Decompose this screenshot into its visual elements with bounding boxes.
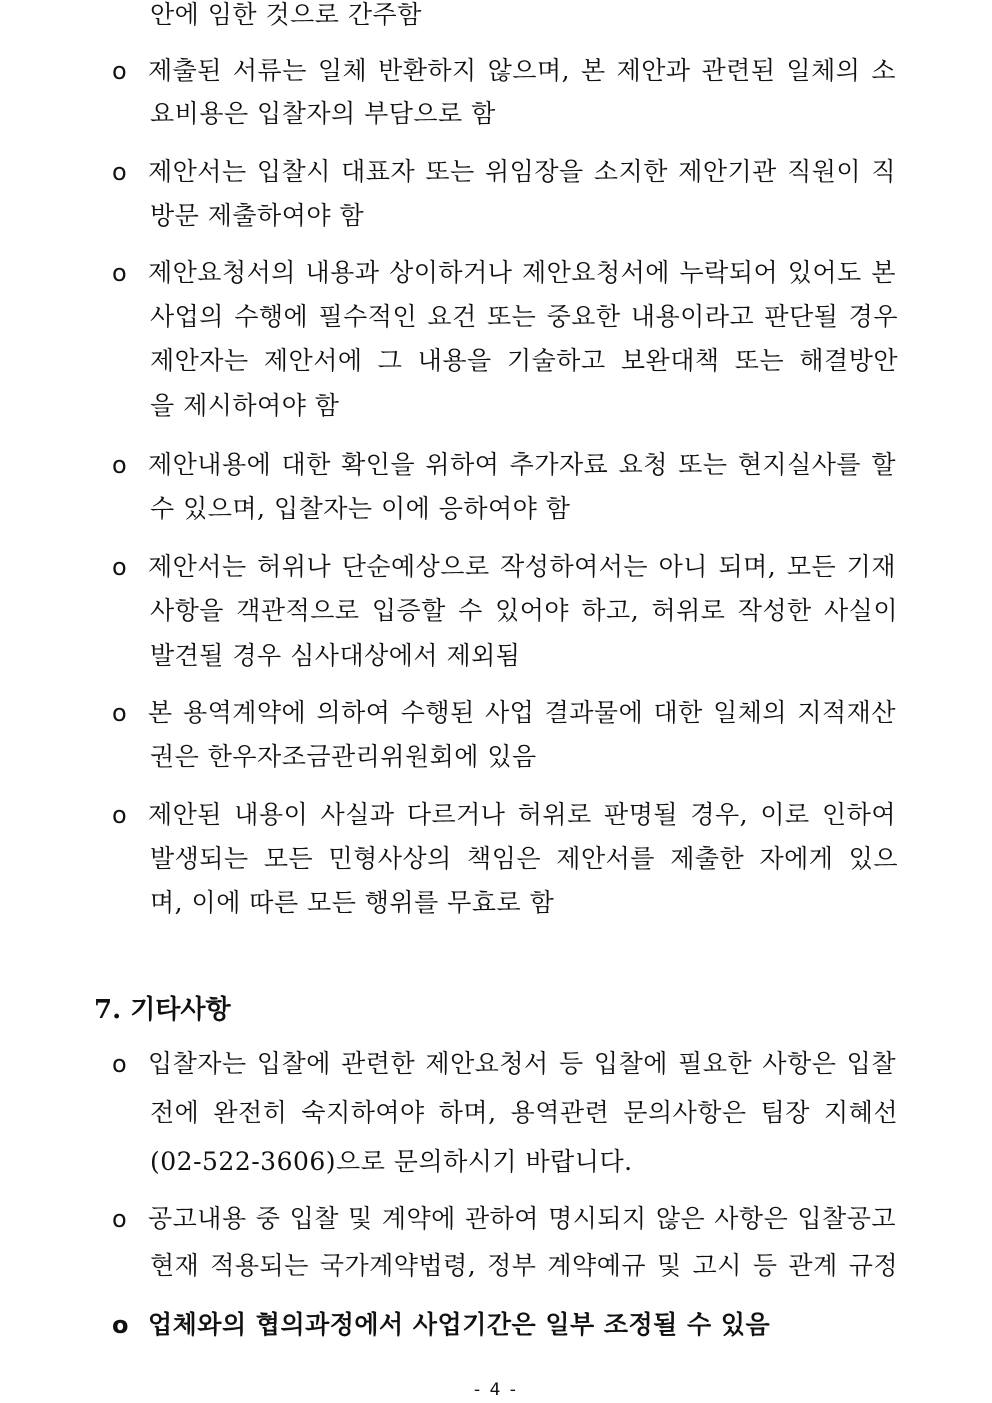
paragraph-line: 전에 완전히 숙지하여야 하며, 용역관련 문의사항은 팀장 지혜선	[150, 1098, 898, 1127]
paragraph-line: 제안요청서의 내용과 상이하거나 제안요청서에 누락되어 있어도 본	[148, 258, 896, 287]
paragraph-line: 제안된 내용이 사실과 다르거나 허위로 판명될 경우, 이로 인하여	[148, 800, 896, 829]
bullet-marker: o	[112, 451, 127, 479]
paragraph-line: 현재 적용되는 국가계약법령, 정부 계약예규 및 고시 등 관계 규정	[150, 1251, 898, 1280]
paragraph-line: 요비용은 입찰자의 부담으로 함	[150, 99, 496, 128]
bullet-marker: o	[112, 699, 127, 727]
paragraph-line: 제안서는 허위나 단순예상으로 작성하여서는 아니 되며, 모든 기재	[148, 552, 896, 581]
continuation-line: 안에 임한 것으로 간주함	[150, 0, 422, 29]
paragraph-line: 제출된 서류는 일체 반환하지 않으며, 본 제안과 관련된 일체의 소	[148, 56, 896, 85]
bullet-marker: o	[112, 1205, 127, 1233]
paragraph-line: 공고내용 중 입찰 및 계약에 관하여 명시되지 않은 사항은 입찰공고	[148, 1204, 896, 1233]
paragraph-line: 수 있으며, 입찰자는 이에 응하여야 함	[150, 494, 571, 523]
bullet-marker: o	[112, 801, 127, 829]
paragraph-line: 본 용역계약에 의하여 수행된 사업 결과물에 대한 일체의 지적재산	[148, 698, 896, 727]
paragraph-line: 입찰자는 입찰에 관련한 제안요청서 등 입찰에 필요한 사항은 입찰	[148, 1049, 896, 1078]
paragraph-line: 제안서는 입찰시 대표자 또는 위임장을 소지한 제안기관 직원이 직	[148, 157, 896, 186]
bullet-marker: o	[112, 57, 127, 85]
section-heading: 7. 기타사항	[94, 995, 231, 1025]
contact-line: (02-522-3606)으로 문의하시기 바랍니다.	[150, 1147, 633, 1176]
paragraph-line: 발견될 경우 심사대상에서 제외됨	[150, 641, 521, 670]
bullet-marker: o	[112, 158, 127, 186]
page-number: - 4 -	[474, 1380, 518, 1400]
paragraph-line: 발생되는 모든 민형사상의 책임은 제안서를 제출한 자에게 있으	[150, 844, 898, 873]
bullet-marker: o	[112, 1050, 127, 1078]
bullet-marker: o	[112, 553, 127, 581]
paragraph-line: 사업의 수행에 필수적인 요건 또는 중요한 내용이라고 판단될 경우	[150, 302, 898, 331]
paragraph-line: 권은 한우자조금관리위원회에 있음	[150, 742, 537, 771]
bullet-marker: o	[112, 259, 127, 287]
paragraph-line: 제안자는 제안서에 그 내용을 기술하고 보완대책 또는 해결방안	[150, 346, 898, 375]
paragraph-line: 방문 제출하여야 함	[150, 201, 365, 230]
paragraph-line: 며, 이에 따른 모든 행위를 무효로 함	[150, 888, 555, 917]
emphasized-notice: 업체와의 협의과정에서 사업기간은 일부 조정될 수 있음	[148, 1310, 771, 1339]
paragraph-line: 사항을 객관적으로 입증할 수 있어야 하고, 허위로 작성한 사실이	[150, 596, 898, 625]
bullet-marker: o	[112, 1311, 129, 1339]
paragraph-line: 제안내용에 대한 확인을 위하여 추가자료 요청 또는 현지실사를 할	[148, 450, 896, 479]
paragraph-line: 을 제시하여야 함	[150, 391, 340, 420]
